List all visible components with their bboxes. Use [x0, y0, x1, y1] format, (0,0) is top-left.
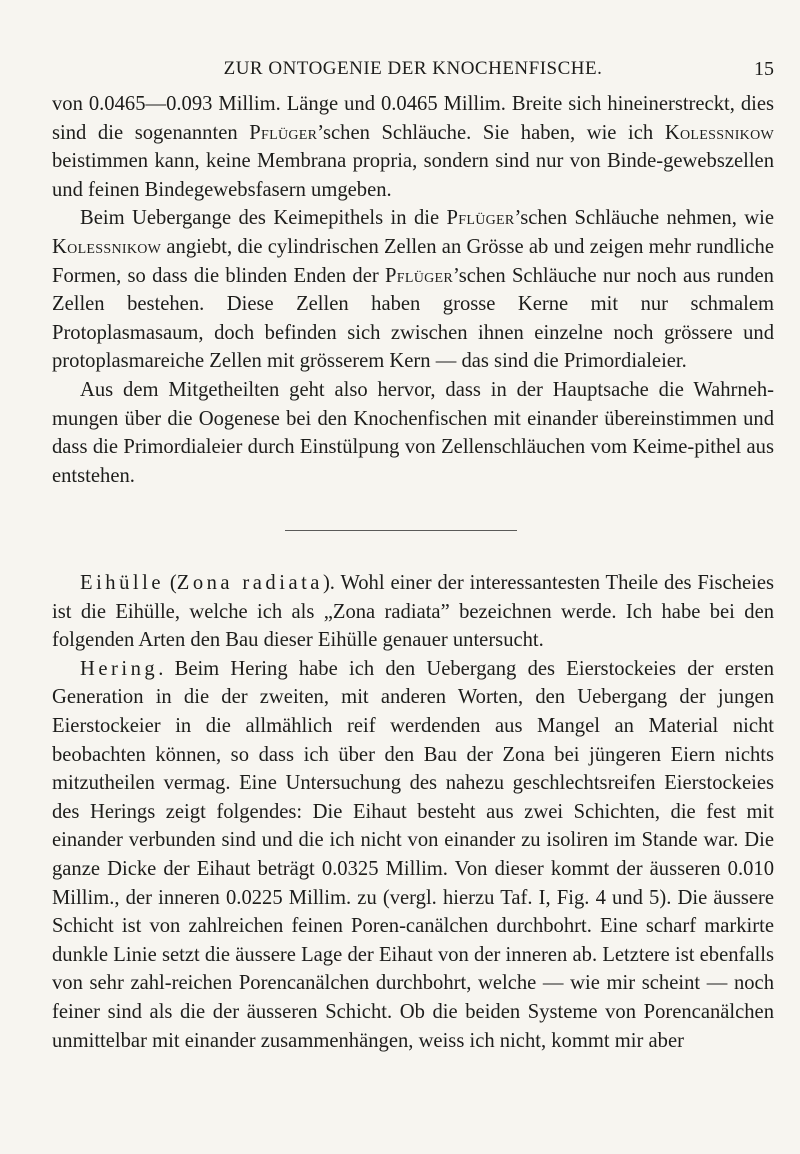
paragraph — [52, 569, 774, 655]
section-heading-term: Zona radiata — [176, 572, 323, 594]
text-run: ’schen Schläuche nur noch aus runden Zellen bestehen. Diese Zellen haben grosse Kerne mit nur schmalem Protoplasmasaum, doch befinden sich zwischen ihnen einzelne noch grössere und protoplasmareiche Zellen mit grösserem Kern — das sind die Primordialeier. — [52, 264, 774, 373]
text-run: ’schen Schläuche nehmen, wie — [514, 207, 774, 230]
text-run: ( — [163, 572, 177, 594]
author-name: Kolessnikow — [52, 235, 162, 258]
page-number: 15 — [754, 58, 774, 80]
text-run: beistimmen kann, keine Membrana propria, sondern sind nur von Binde-gewebszellen und feinen Bindegewebsfasern umgeben. — [52, 150, 774, 201]
text-run: von 0.0465—0.093 Millim. Länge und 0.0465 Millim. Breite sich hineinerstreckt, dies sind die sogenannten — [52, 93, 774, 144]
section-heading: Eihülle — [80, 572, 164, 594]
section-oogenesis — [52, 90, 774, 490]
author-name: Kolessnikow — [664, 121, 774, 144]
section-divider — [285, 530, 517, 531]
author-name: Pflüger — [249, 121, 318, 144]
running-title: ZUR ONTOGENIE DER KNOCHENFISCHE. — [223, 58, 603, 79]
author-name: Pflüger — [446, 207, 515, 230]
paragraph — [52, 204, 774, 376]
text-run: ’schen Schläuche. Sie haben, wie ich — [317, 121, 665, 144]
text-run: ). Wohl einer der interessantesten Theile des Fischeies ist die Eihülle, welche ich als „Zona radiata” bezeichnen werde. Ich habe bei den folgenden Arten den Bau dieser Eihülle genauer untersucht. — [52, 572, 775, 652]
author-name: Pflüger — [385, 264, 454, 287]
text-run: Beim Uebergange des Keimepithels in die — [80, 207, 447, 230]
species-heading: Hering — [80, 657, 159, 680]
section-zona-radiata — [52, 569, 774, 1055]
page-header — [52, 56, 774, 84]
paragraph — [52, 90, 774, 204]
text-run: . Beim Hering habe ich den Uebergang des Eierstockeies der ersten Generation in die der zweiten, mit anderen Worten, den Uebergang der jungen Eierstockeier in die allmählich reif werdenden aus Mangel an Material nicht beobachten können, so dass ich über den Bau der Zona bei jüngeren Eiern nichts mitzutheilen vermag. Eine Untersuchung des nahezu geschlechtsreifen Eierstockeies des Herings zeigt folgendes: Die Eihaut besteht aus zwei Schichten, die fest mit einander verbunden sind und die ich nicht von einander zu isoliren im Stande war. Die ganze Dicke der Eihaut beträgt 0.0325 Millim. Von dieser kommt der äusseren 0.010 Millim., der inneren 0.0225 Millim. zu (vergl. hierzu Taf. I, Fig. 4 und 5). Die äussere Schicht ist von zahlreichen feinen Poren-canälchen durchbohrt. Eine scharf markirte dunkle Linie setzt die äussere Lage der Eihaut von der inneren ab. Letztere ist ebenfalls von sehr zahl-reichen Porencanälchen durchbohrt, welche — wie mir scheint — noch feiner sind als die der äusseren Schicht. Ob die beiden Systeme von Porencanälchen unmittelbar mit einander zusammenhängen, weiss ich nicht, kommt mir aber — [52, 657, 774, 1052]
text-run: angiebt, die cylindrischen Zellen an Grösse ab und zeigen mehr rundliche Formen, so dass die blinden Enden der — [52, 235, 774, 287]
paragraph — [52, 655, 774, 1055]
paragraph: Aus dem Mitgetheilten geht also hervor, dass in der Hauptsache die Wahrneh-mungen über die Oogenese bei den Knochenfischen mit einander übereinstimmen und dass die Primordialeier durch Einstülpung von Zellenschläuchen vom Keime-pithel aus entstehen. — [52, 378, 774, 487]
